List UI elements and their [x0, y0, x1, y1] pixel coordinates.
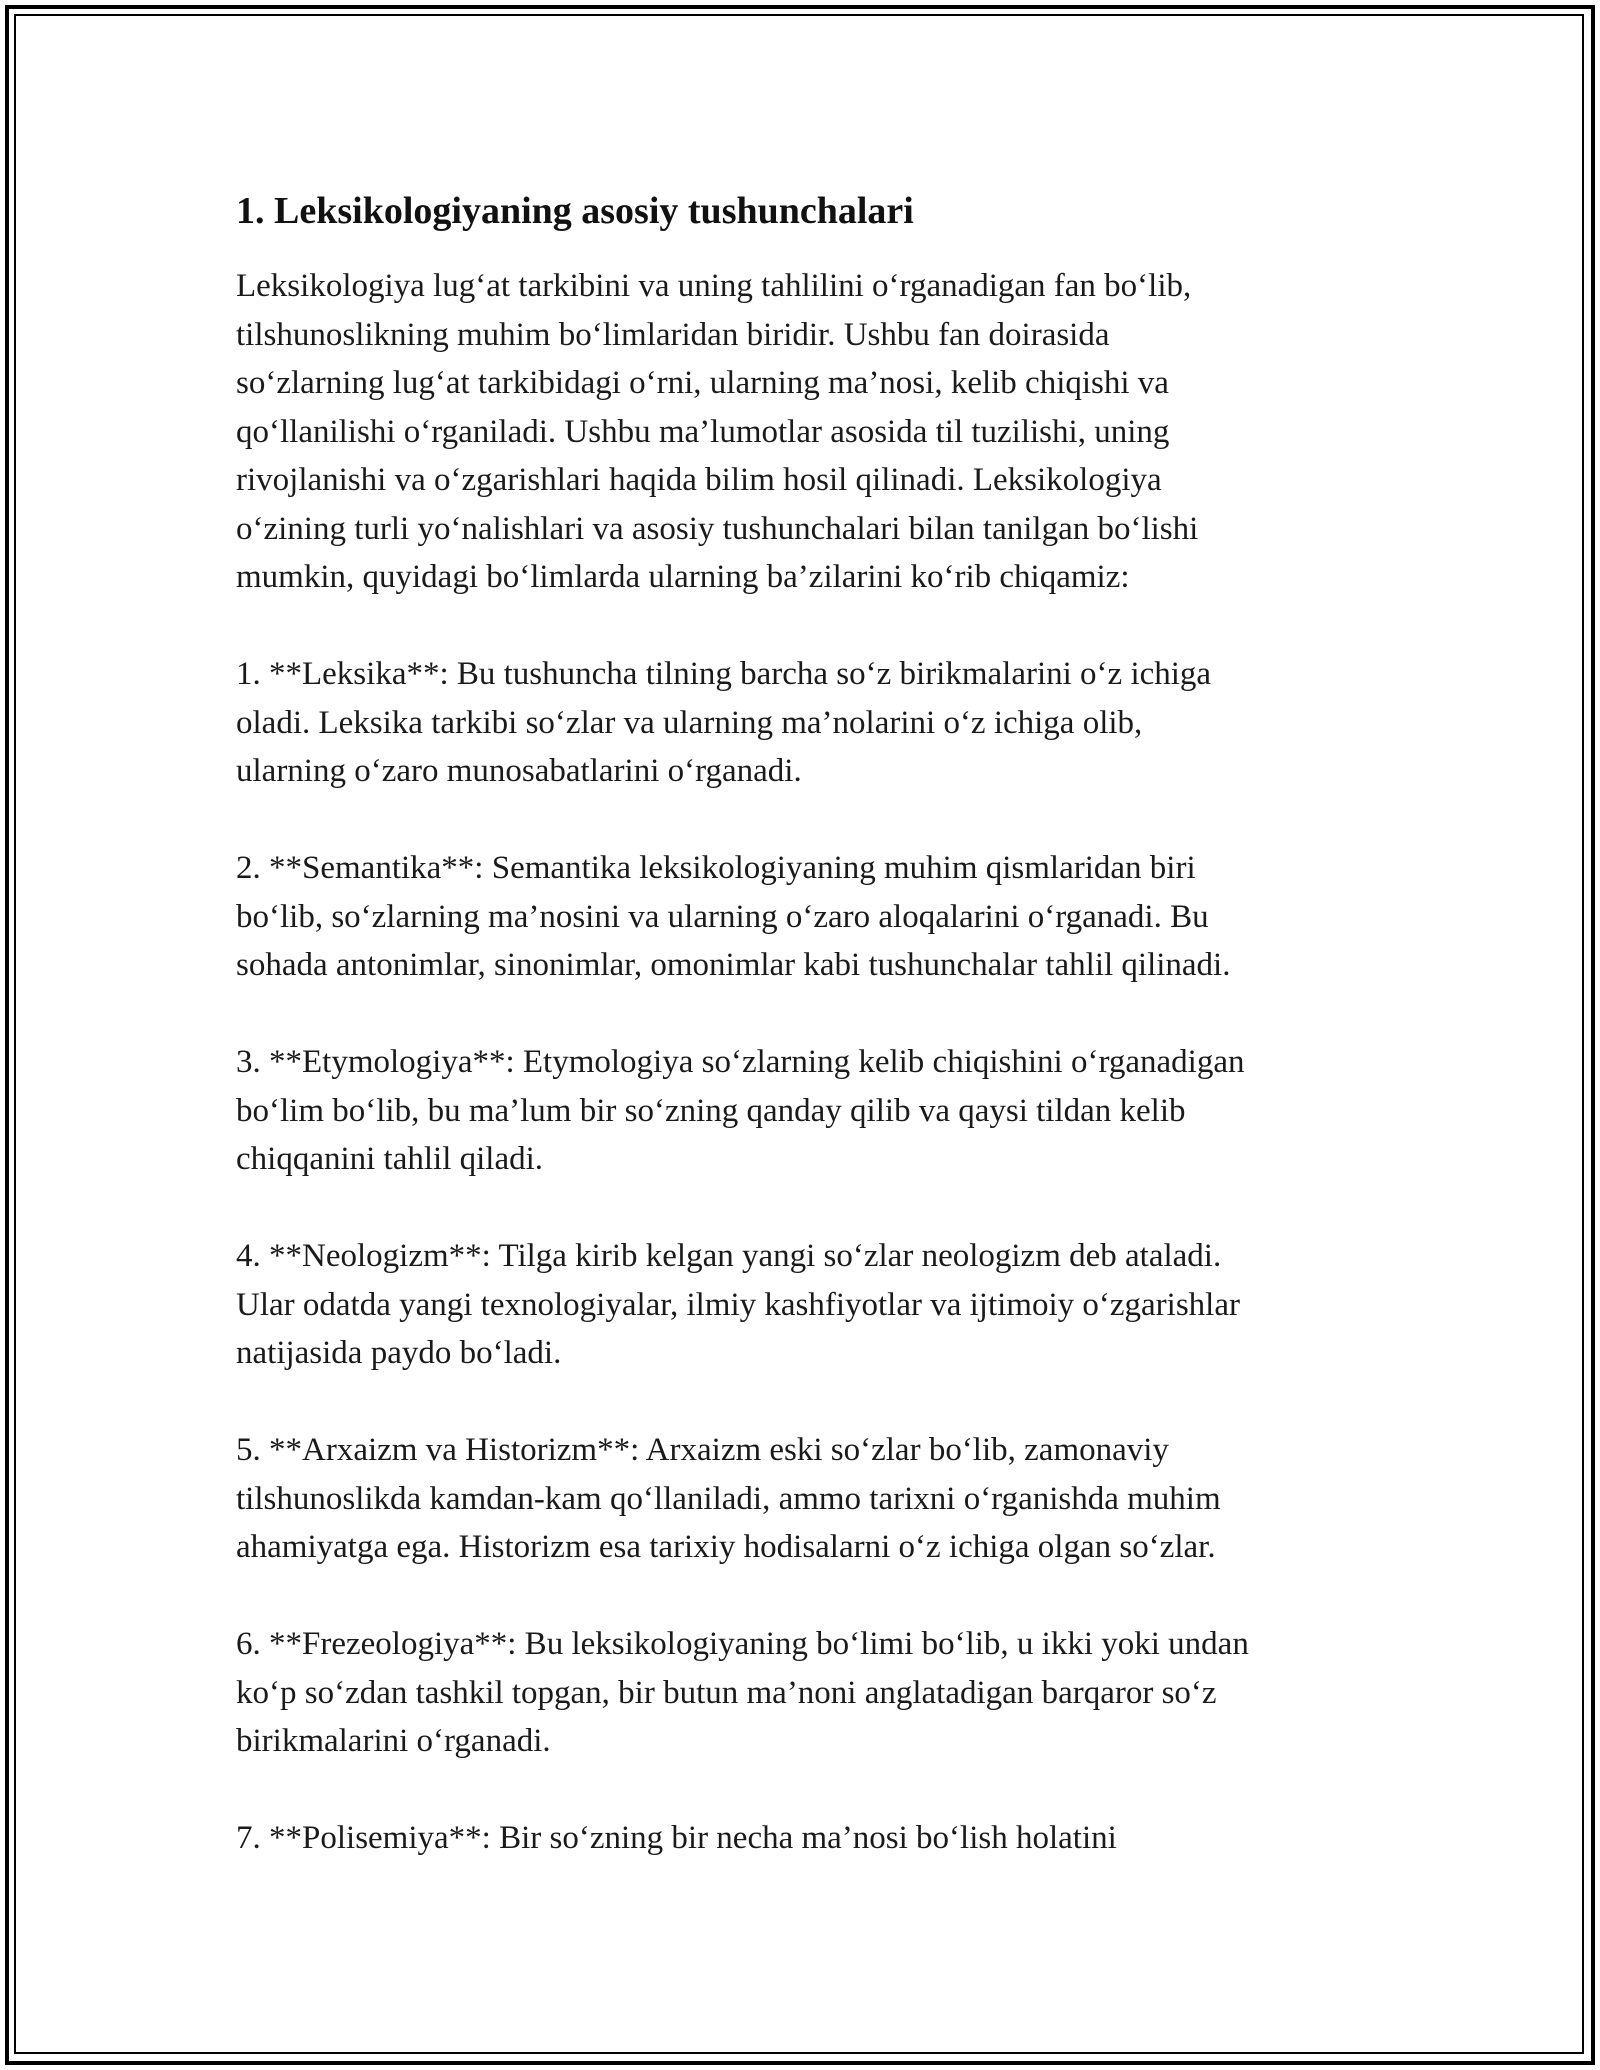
list-item-polisemiya: 7. **Polisemiya**: Bir so‘zning bir necha ma’nosi bo‘lish holatini	[236, 1820, 1117, 1856]
intro-paragraph: Leksikologiya lug‘at tarkibini va uning tahlilini o‘rganadigan fan bo‘lib, tilshunoslikning muhim bo‘limlaridan biridir. Ushbu fan doirasida so‘zlarning lug‘at tarkibidagi o‘rni, ularning ma’nosi, kelib chiqishi va qo‘llanilishi o‘rganiladi. Ushbu ma’lumotlar asosida til tuzilishi, uning rivojlanishi va o‘zgarishlari haqida bilim hosil qilinadi. Leksikologiya o‘zining turli yo‘nalishlari va asosiy tushunchalari bilan tanilgan bo‘lishi mumkin, quyidagi bo‘limlarda ularning ba’zilarini ko‘rib chiqamiz:	[236, 268, 1199, 595]
list-item-arxaizm-historizm: 5. **Arxaizm va Historizm**: Arxaizm eski so‘zlar bo‘lib, zamonaviy tilshunoslikda kamdan-kam qo‘llaniladi, ammo tarixni o‘rganishda muhim ahamiyatga ega. Historizm esa tarixiy hodisalarni o‘z ichiga olgan so‘zlar.	[236, 1432, 1221, 1565]
list-item-etymologiya: 3. **Etymologiya**: Etymologiya so‘zlarning kelib chiqishini o‘rganadigan bo‘lim bo‘lib, bu ma’lum bir so‘zning qanday qilib va qaysi tildan kelib chiqqanini tahlil qiladi.	[236, 1044, 1245, 1177]
list-item-semantika: 2. **Semantika**: Semantika leksikologiyaning muhim qismlaridan biri bo‘lib, so‘zlarning ma’nosini va ularning o‘zaro aloqalarini o‘rganadi. Bu sohada antonimlar, sinonimlar, omonimlar kabi tushunchalar tahlil qilinadi.	[236, 850, 1231, 983]
section-heading: 1. Leksikologiyaning asosiy tushunchalari	[236, 190, 914, 232]
document-body	[236, 186, 1386, 1911]
list-item-leksika: 1. **Leksika**: Bu tushuncha tilning barcha so‘z birikmalarini o‘z ichiga oladi. Leksika tarkibi so‘zlar va ularning ma’nolarini o‘z ichiga olib, ularning o‘zaro munosabatlarini o‘rganadi.	[236, 656, 1212, 789]
list-item-neologizm: 4. **Neologizm**: Tilga kirib kelgan yangi so‘zlar neologizm deb ataladi. Ular odatda yangi texnologiyalar, ilmiy kashfiyotlar va ijtimoiy o‘zgarishlar natijasida paydo bo‘ladi.	[236, 1238, 1240, 1371]
list-item-frezeologiya: 6. **Frezeologiya**: Bu leksikologiyaning bo‘limi bo‘lib, u ikki yoki undan ko‘p so‘zdan tashkil topgan, bir butun ma’noni anglatadigan barqaror so‘z birikmalarini o‘rganadi.	[236, 1626, 1249, 1759]
